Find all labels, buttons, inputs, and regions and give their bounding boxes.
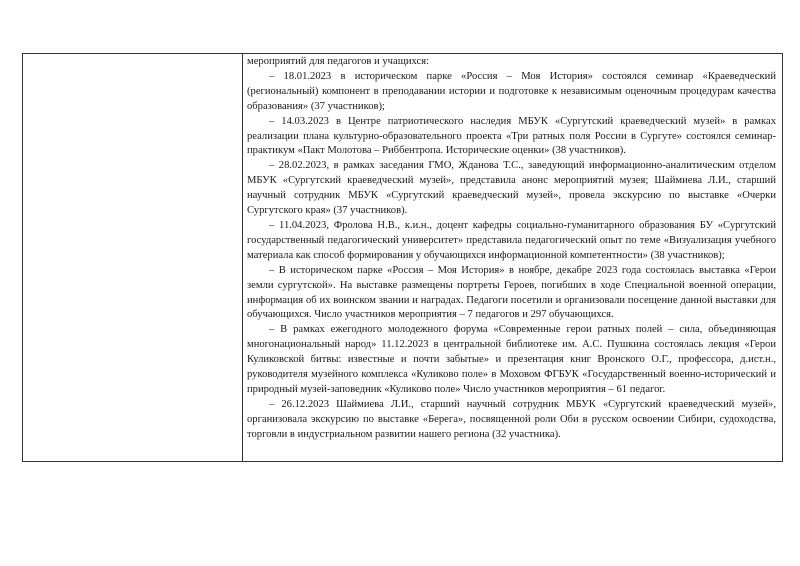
document-table xyxy=(22,53,783,462)
table-left-cell xyxy=(23,54,243,461)
paragraph-exhibition-heroes: – В историческом парке «Россия – Моя История» в ноябре, декабре 2023 года состоялась выставка «Герои земли сургутской». На выставке размещены портреты Героев, погибших в ходе Специальной военной операции, информация об их воинском звании и наградах. Педагоги посетили и организовали посещение данной выставки для обучающихся. Число участников мероприятия – 7 педагогов и 297 обучающихся. xyxy=(247,264,776,321)
paragraph-event-28-02: – 28.02.2023, в рамках заседания ГМО, Жданова Т.С., заведующий информационно-аналитическим отделом МБУК «Сургутский краеведческий музей», представила анонс мероприятий музея; Шаймиева Л.И., старший научный сотрудник МБУК «Сургутский краеведческий музей», провела экскурсию по выставке «Очерки Сургутского края» (37 участников). xyxy=(247,160,776,217)
paragraph-event-26-12: – 26.12.2023 Шаймиева Л.И., старший научный сотрудник МБУК «Сургутский краеведческий музей», организовала экскурсию по выставке «Берега», посвященной роли Оби в русском освоении Сибири, судоходства, торговли в индустриальном развитии нашего региона (32 участника). xyxy=(247,398,776,440)
paragraph-intro: мероприятий для педагогов и учащихся: xyxy=(247,56,430,67)
table-right-cell xyxy=(243,54,782,461)
paragraph-forum-11-12: – В рамках ежегодного молодежного форума «Современные герои ратных полей – сила, объединяющая многонациональный народ» 11.12.2023 в центральной библиотеке им. А.С. Пушкина состоялась лекция «Герои Куликовской битвы: известные и почти забытые» и презентация книг Вронского О.Г., профессора, д.ист.н., руководителя музейного комплекса «Куликово поле» в Моховом ФГБУК «Государственный военно-исторический и природный музей-заповедник «Куликово поле» Число участников мероприятия – 61 педагог. xyxy=(247,324,776,395)
paragraph-event-11-04: – 11.04.2023, Фролова Н.В., к.и.н., доцент кафедры социально-гуманитарного образования БУ «Сургутский государственный педагогический университет» представила педагогический опыт по теме «Визуализация учебного материала как способ формирования у обучающихся информационной компетентности» (38 участников); xyxy=(247,219,776,261)
paragraph-event-14-03: – 14.03.2023 в Центре патриотического наследия МБУК «Сургутский краеведческий музей» в рамках реализации плана культурно-образовательного проекта «Три ратных поля России в Сургуте» состоялся семинар-практикум «Пакт Молотова – Риббентропа. Исторические оценки» (38 участников). xyxy=(247,115,776,157)
paragraph-event-18-01: – 18.01.2023 в историческом парке «Россия – Моя История» состоялся семинар «Краеведческий (региональный) компонент в преподавании истории и подготовке к независимым оценочным процедурам качества образования» (37 участников); xyxy=(247,70,776,112)
